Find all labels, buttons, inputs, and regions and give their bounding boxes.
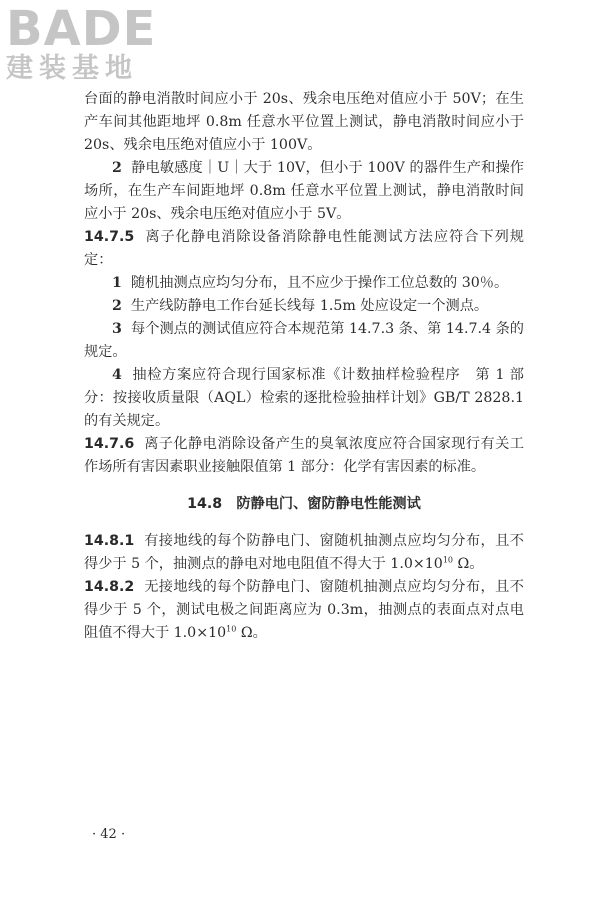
logo — [6, 1, 157, 84]
clause-14-7-5 — [84, 226, 524, 272]
exponent: 10 — [442, 555, 453, 565]
clause-text: 无接地线的每个防静电门、窗随机抽测点应均匀分布，且不得少于 5 个，测试电极之间距离应为 0.3m，抽测点的表面点对点电阻值不得大于 1.0×10 — [84, 579, 524, 641]
document-body — [84, 88, 524, 645]
clause-14-8-1 — [84, 530, 524, 576]
item-text: 静电敏感度｜U｜大于 10V，但小于 100V 的器件生产和操作场所，在生产车间距地坪 0.8m 任意水平位置上测试，静电消散时间应小于 20s、残余电压绝对值应小于 5V。 — [84, 160, 524, 222]
page-number: · 42 · — [92, 827, 126, 842]
item-text: 随机抽测点应均匀分布，且不应少于操作工位总数的 30％。 — [130, 275, 509, 291]
clause-14-8-2 — [84, 576, 524, 645]
clause-number: 14.7.5 — [84, 229, 135, 245]
clause-text-end: Ω。 — [453, 556, 484, 572]
clause-text-end: Ω。 — [236, 625, 267, 641]
item-number: 2 — [112, 298, 122, 314]
item-text: 每个测点的测试值应符合本规范第 14.7.3 条、第 14.7.4 条的规定。 — [84, 321, 524, 360]
item-text: 抽检方案应符合现行国家标准《计数抽样检验程序 第 1 部分：按接收质量限（AQL）检索的逐批检验抽样计划》GB/T 2828.1 的有关规定。 — [84, 367, 524, 429]
clause-number: 14.8.1 — [84, 533, 135, 549]
clause-text: 离子化静电消除设备产生的臭氧浓度应符合国家现行有关工作场所有害因素职业接触限值第 1 部分：化学有害因素的标准。 — [84, 436, 524, 475]
item-number: 3 — [112, 321, 122, 337]
logo-subtitle: 建装基地 — [6, 53, 138, 84]
exponent: 10 — [226, 624, 237, 634]
clause-text: 离子化静电消除设备消除静电性能测试方法应符合下列规定： — [84, 229, 524, 268]
clause-number: 14.7.6 — [84, 436, 135, 452]
paragraph-text: 台面的静电消散时间应小于 20s、残余电压绝对值应小于 50V；在生产车间其他距地坪 0.8m 任意水平位置上测试，静电消散时间应小于 20s、残余电压绝对值应小于 100V。 — [84, 91, 524, 153]
list-item-2 — [84, 157, 524, 226]
list-item-1 — [84, 272, 524, 295]
item-number: 4 — [112, 367, 122, 383]
list-item-4 — [84, 364, 524, 433]
paragraph-continued — [84, 88, 524, 157]
section-title: 14.8 防静电门、窗防静电性能测试 — [187, 496, 421, 512]
item-number: 2 — [112, 160, 122, 176]
logo-mark: BADE — [6, 1, 157, 57]
clause-number: 14.8.2 — [84, 579, 135, 595]
list-item-3 — [84, 318, 524, 364]
clause-14-7-6 — [84, 433, 524, 479]
item-number: 1 — [112, 275, 122, 291]
item-text: 生产线防静电工作台延长线每 1.5m 处应设定一个测点。 — [130, 298, 489, 314]
clause-text: 有接地线的每个防静电门、窗随机抽测点应均匀分布，且不得少于 5 个，抽测点的静电对地电阻值不得大于 1.0×10 — [84, 533, 524, 572]
list-item-2b — [84, 295, 524, 318]
